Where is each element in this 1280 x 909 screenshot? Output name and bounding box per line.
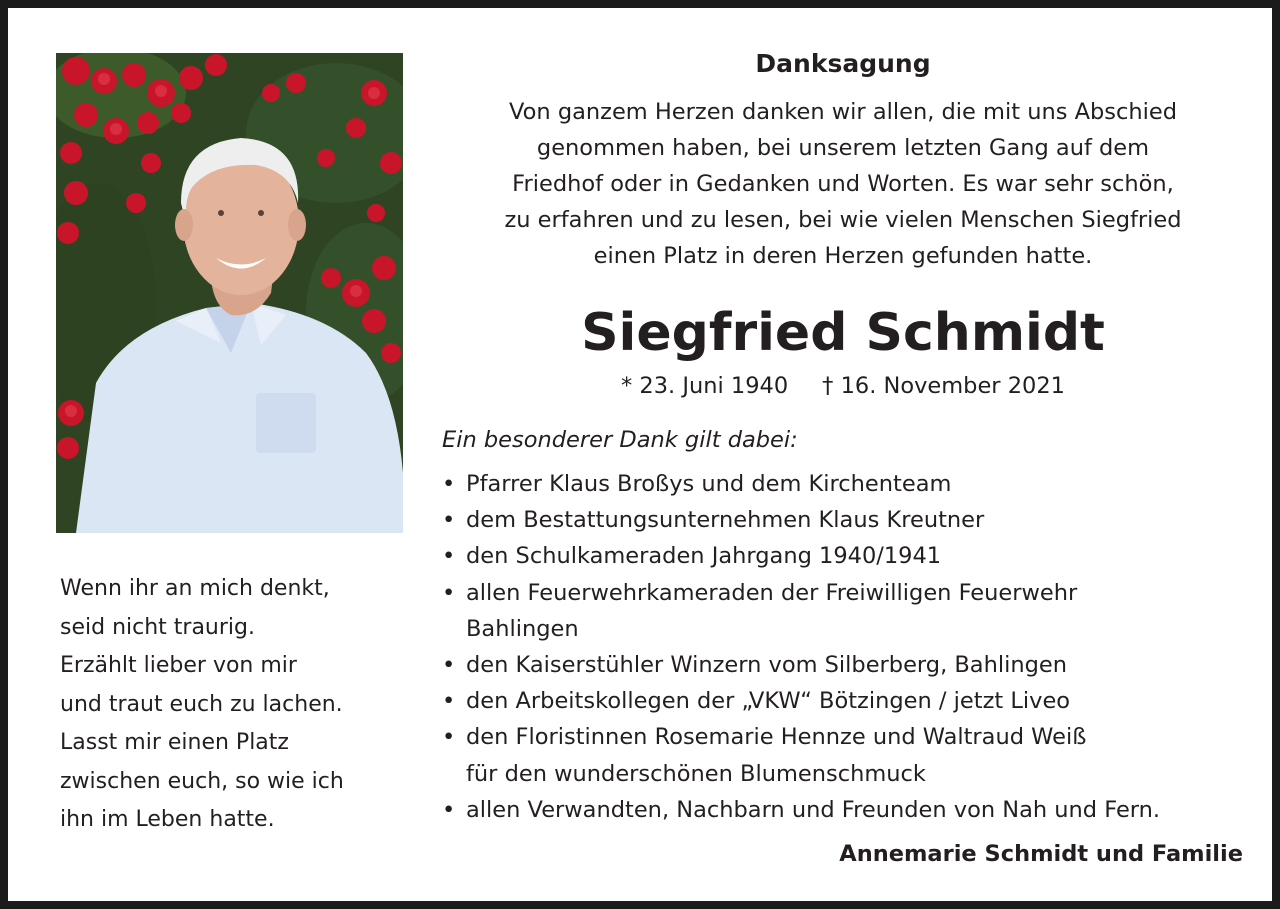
bullet-icon: •: [442, 471, 456, 497]
list-item: [442, 538, 1258, 574]
list-item-line: allen Verwandten, Nachbarn und Freunden von Nah und Fern.: [466, 796, 1161, 823]
list-item-line: Bahlingen: [466, 615, 579, 642]
bullet-icon: •: [442, 507, 456, 534]
birth-date: * 23. Juni 1940: [621, 373, 789, 399]
poem: [60, 570, 400, 840]
list-item-line: den Floristinnen Rosemarie Hennze und Waltraud Weiß: [466, 724, 1087, 751]
intro-line: einen Platz in deren Herzen gefunden hatte.: [593, 243, 1093, 269]
poem-line: seid nicht traurig.: [60, 614, 255, 640]
life-dates: [428, 370, 1258, 402]
signature: Annemarie Schmidt und Familie: [839, 841, 1243, 868]
intro-line: genommen haben, bei unserem letzten Gang auf dem: [536, 135, 1150, 161]
poem-line: Wenn ihr an mich denkt,: [60, 576, 330, 601]
intro-line: Friedhof oder in Gedanken und Worten. Es war sehr schön,: [512, 171, 1174, 197]
list-item-line: Pfarrer Klaus Broßys und dem Kirchenteam: [466, 471, 952, 497]
main-text: [428, 44, 1258, 872]
bullet-icon: •: [442, 543, 456, 570]
poem-line: zwischen euch, so wie ich: [60, 768, 344, 794]
poem-line: Erzählt lieber von mir: [60, 653, 297, 678]
list-item: [442, 647, 1258, 683]
list-item: [442, 719, 1258, 791]
list-item-line: dem Bestattungsunternehmen Klaus Kreutner: [466, 507, 985, 534]
list-item-line: für den wunderschönen Blumenschmuck: [466, 760, 926, 787]
list-item: [442, 575, 1258, 647]
list-item-line: allen Feuerwehrkameraden der Freiwilligen Feuerwehr: [466, 579, 1078, 606]
list-item: [442, 466, 1258, 502]
portrait-photo: [56, 53, 403, 533]
list-item: [442, 502, 1258, 538]
list-item-line: den Arbeitskollegen der „VKW“ Bötzingen / jetzt Liveo: [466, 688, 1071, 715]
portrait-image: [56, 53, 403, 533]
bullet-icon: •: [442, 796, 456, 823]
poem-line: und traut euch zu lachen.: [60, 691, 343, 717]
bullet-icon: •: [442, 652, 456, 679]
poem-line: ihn im Leben hatte.: [60, 807, 275, 832]
bullet-icon: •: [442, 724, 456, 751]
death-date: † 16. November 2021: [822, 373, 1065, 399]
special-thanks-label: Ein besonderer Dank gilt dabei:: [442, 427, 798, 453]
poem-line: Lasst mir einen Platz: [60, 730, 289, 755]
intro-line: Von ganzem Herzen danken wir allen, die mit uns Abschied: [509, 99, 1177, 125]
deceased-name: Siegfried Schmidt: [581, 303, 1105, 363]
intro-paragraph: [428, 94, 1258, 274]
bullet-icon: •: [442, 688, 456, 715]
list-item-line: den Schulkameraden Jahrgang 1940/1941: [466, 543, 942, 570]
heading: Danksagung: [755, 49, 931, 78]
list-item-line: den Kaiserstühler Winzern vom Silberberg, Bahlingen: [466, 652, 1068, 679]
thanks-list: [428, 466, 1258, 828]
bullet-icon: •: [442, 579, 456, 606]
list-item: [442, 792, 1258, 828]
intro-line: zu erfahren und zu lesen, bei wie vielen Menschen Siegfried: [504, 207, 1182, 233]
list-item: [442, 683, 1258, 719]
